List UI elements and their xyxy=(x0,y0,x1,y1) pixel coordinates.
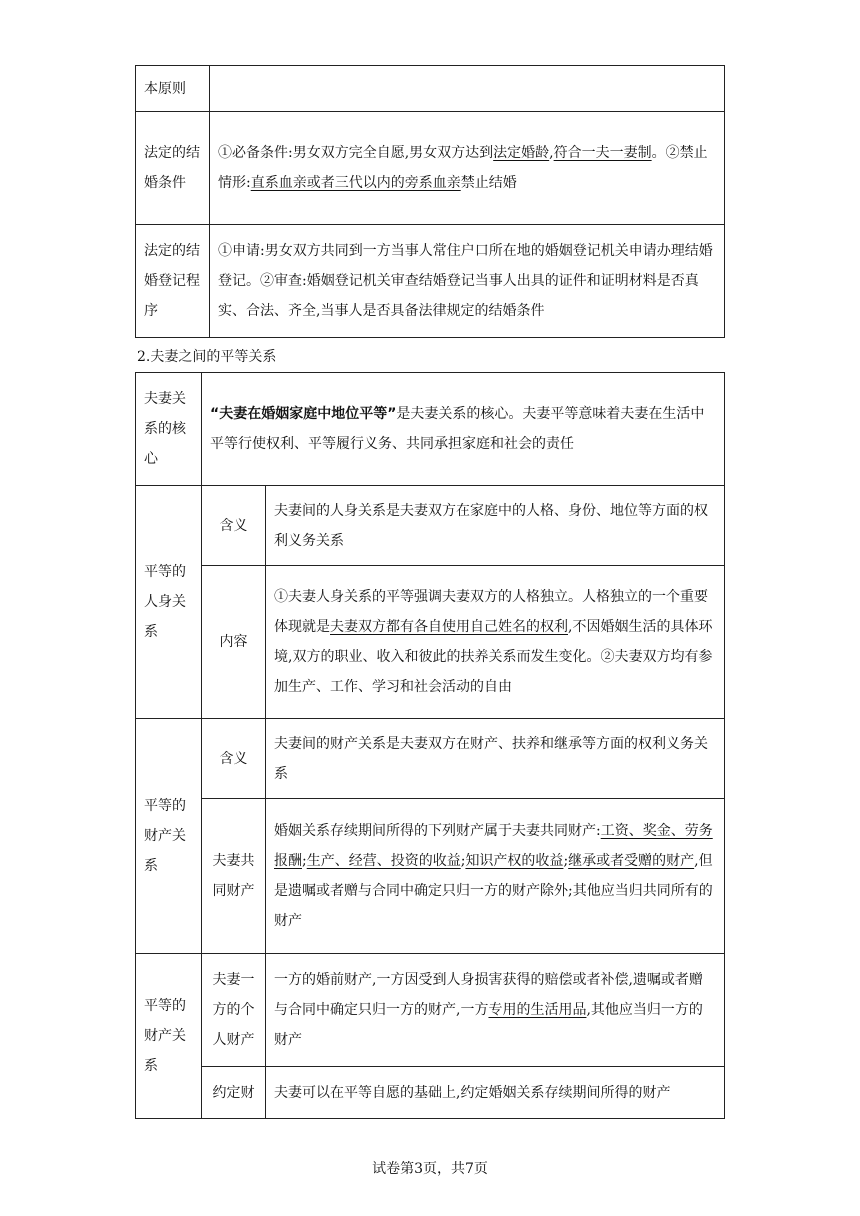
core-text: 是夫妻关系的核心。夫妻平等意味着夫妻在生活中平等行使权利、平等履行义务、共同承担家庭和社会的责任 xyxy=(210,406,705,452)
underlined-text: 夫妻双方都有各自使用自己姓名的权利 xyxy=(330,619,568,635)
sub-label: 内容 xyxy=(202,566,266,719)
sub-label: 夫妻共同财产 xyxy=(202,799,266,954)
equality-table xyxy=(135,372,725,1119)
text-segment: 。②禁止情形: xyxy=(218,145,708,191)
row-content xyxy=(210,112,725,225)
table-row xyxy=(136,719,725,799)
row-label: 法定的结婚条件 xyxy=(136,112,210,225)
text-segment: 一方的婚前财产,一方因受到人身损害获得的赔偿或者补偿,遗嘱或者赠与合同中确定只归一方的财产,一方 xyxy=(274,972,703,1018)
table-row xyxy=(136,486,725,566)
text-segment: ①夫妻人身关系的平等强调夫妻双方的人格独立。人格独立的一个重要体现就是 xyxy=(274,589,708,635)
row-label: 夫妻关系的核心 xyxy=(136,373,202,486)
sub-label: 含义 xyxy=(202,719,266,799)
row-content xyxy=(266,799,725,954)
text-segment: 婚姻关系存续期间所得的下列财产属于夫妻共同财产: xyxy=(274,823,601,839)
underlined-text: 工资、奖金、劳务报酬 xyxy=(274,823,713,869)
underlined-text: 继承或者受赠的财产 xyxy=(568,853,695,869)
underlined-text: 知识产权的收益 xyxy=(465,853,564,869)
row-label: 法定的结婚登记程序 xyxy=(136,225,210,338)
row-content: 夫妻可以在平等自愿的基础上,约定婚姻关系存续期间所得的财产 xyxy=(266,1067,725,1119)
row-content xyxy=(266,566,725,719)
sub-label: 含义 xyxy=(202,486,266,566)
text-segment: , xyxy=(549,145,554,161)
text-segment: ; xyxy=(460,853,466,869)
underlined-text: 直系血亲或者三代以内的旁系血亲 xyxy=(250,175,461,191)
text-segment: ; xyxy=(563,853,569,869)
row-content xyxy=(202,373,725,486)
table-row xyxy=(136,373,725,486)
row-content: 夫妻间的人身关系是夫妻双方在家庭中的人格、身份、地位等方面的权利义务关系 xyxy=(266,486,725,566)
row-label: 本原则 xyxy=(136,66,210,112)
table-row xyxy=(136,225,725,338)
text-segment: ; xyxy=(302,853,307,869)
text-segment: ,但是遗嘱或者赠与合同中确定只归一方的财产除外;其他应当归共同所有的财产 xyxy=(274,853,713,929)
row-label: 平等的财产关系 xyxy=(136,719,202,954)
row-content xyxy=(266,954,725,1067)
table-row xyxy=(136,1067,725,1119)
underlined-text: 法定婚龄 xyxy=(493,145,550,161)
table-row xyxy=(136,566,725,719)
underlined-text: 生产、经营、投资的收益 xyxy=(306,853,461,869)
sub-label: 夫妻一方的个人财产 xyxy=(202,954,266,1067)
core-bold-text: “夫妻在婚姻家庭中地位平等” xyxy=(210,406,397,422)
underlined-text: 符合一夫一妻制 xyxy=(553,145,652,161)
table-row xyxy=(136,112,725,225)
row-label: 平等的人身关系 xyxy=(136,486,202,719)
text-segment: ①必备条件:男女双方完全自愿,男女双方达到 xyxy=(218,145,494,161)
section-heading: 2.夫妻之间的平等关系 xyxy=(137,349,277,365)
row-content: 夫妻间的财产关系是夫妻双方在财产、扶养和继承等方面的权利义务关系 xyxy=(266,719,725,799)
underlined-text: 专用的生活用品 xyxy=(488,1002,587,1018)
table-row xyxy=(136,799,725,954)
row-label: 平等的财产关系 xyxy=(136,954,202,1119)
text-segment: ,不因婚姻生活的具体环境,双方的职业、收入和彼此的扶养关系而发生变化。②夫妻双方均有参加生产、工作、学习和社会活动的自由 xyxy=(274,619,713,695)
sub-label: 约定财 xyxy=(202,1067,266,1119)
marriage-law-table xyxy=(135,65,725,338)
text-segment: ,其他应当归一方的财产 xyxy=(274,1002,703,1048)
table-row xyxy=(136,66,725,112)
text-segment: 禁止结婚 xyxy=(460,175,517,191)
row-content: ①申请:男女双方共同到一方当事人常住户口所在地的婚姻登记机关申请办理结婚登记。②审查:婚姻登记机关审查结婚登记当事人出具的证件和证明材料是否真实、合法、齐全,当事人是否具备法律规定的结婚条件 xyxy=(210,225,725,338)
table-row xyxy=(136,954,725,1067)
page-footer: 试卷第3页，共7页 xyxy=(372,1161,488,1177)
row-content xyxy=(210,66,725,112)
